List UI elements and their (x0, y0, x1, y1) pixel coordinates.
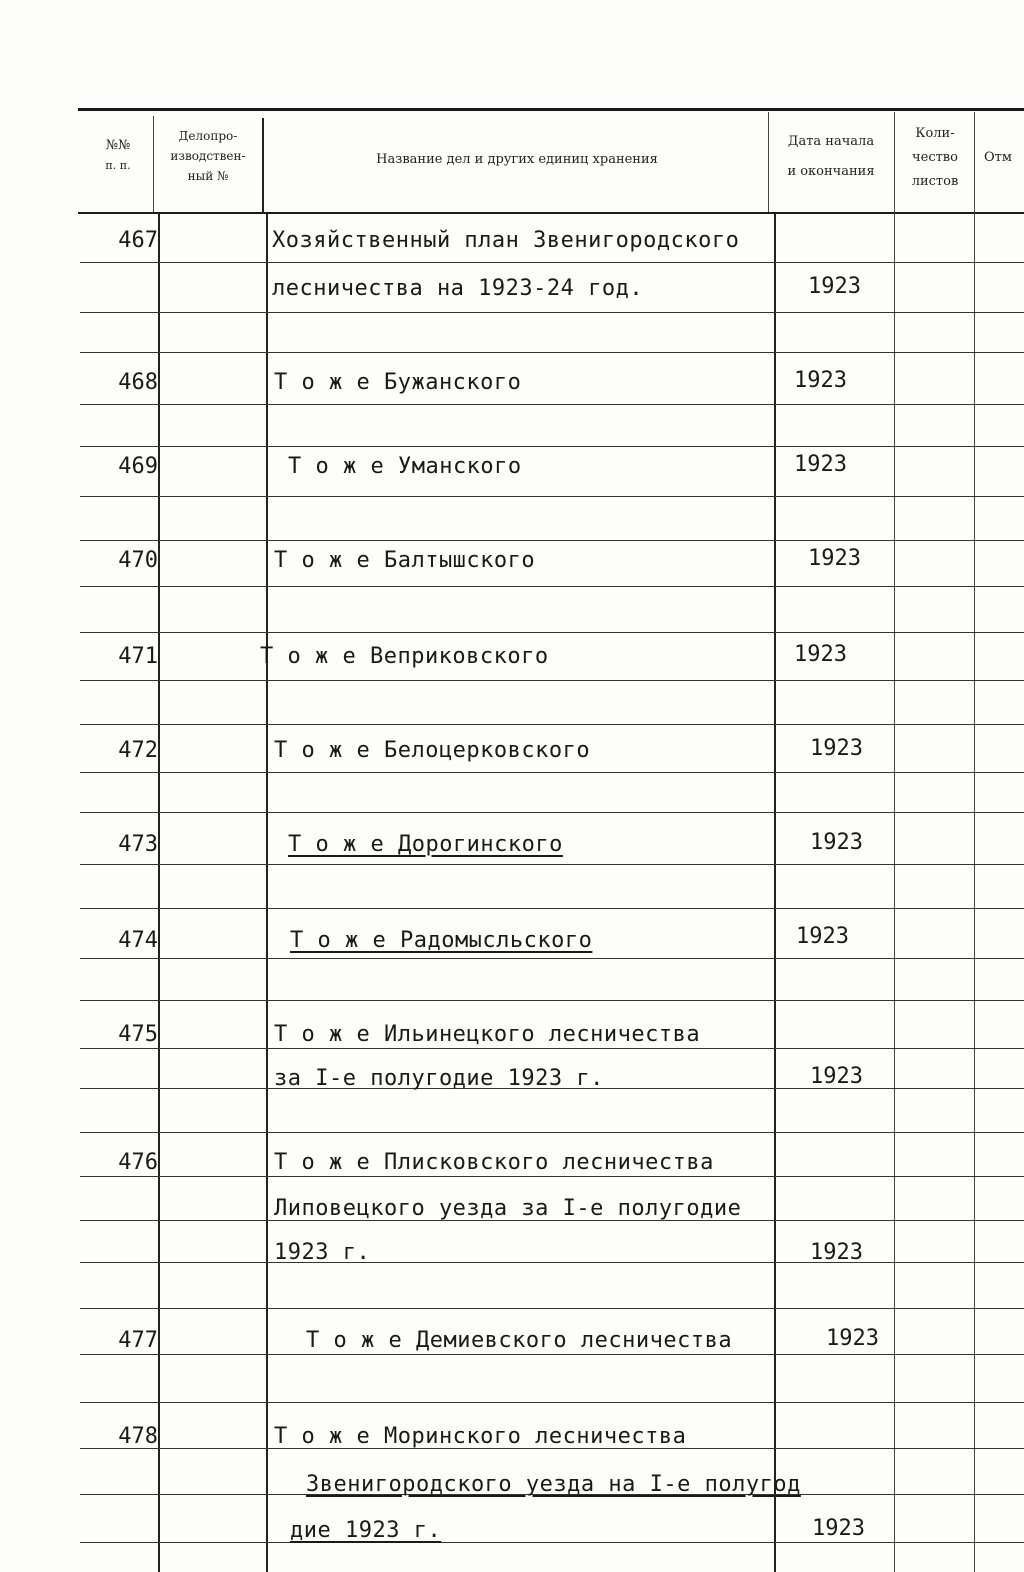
row-date: 1923 (794, 368, 847, 393)
row-title-line: лесничества на 1923-24 год. (272, 276, 644, 301)
row-rule (80, 680, 1024, 681)
row-title-line: Т о ж е Демиевского лесничества (306, 1328, 733, 1353)
vrule (153, 116, 154, 212)
row-title-line: Т о ж е Моринского лесничества (274, 1424, 687, 1449)
row-date: 1923 (808, 274, 861, 299)
row-rule (80, 812, 1024, 813)
row-title-line: дие 1923 г. (290, 1518, 442, 1543)
vrule (262, 118, 264, 214)
row-date: 1923 (810, 1064, 863, 1089)
row-date: 1923 (810, 1240, 863, 1265)
row-number: 476 (118, 1150, 158, 1175)
row-title-line: Т о ж е Радомысльского (290, 928, 593, 953)
row-rule (80, 1402, 1024, 1403)
row-date: 1923 (810, 736, 863, 761)
row-title-line: Т о ж е Дорогинского (288, 832, 563, 857)
vrule (974, 112, 975, 1572)
row-rule (80, 312, 1024, 313)
row-number: 473 (118, 832, 158, 857)
row-rule (80, 586, 1024, 587)
row-number: 468 (118, 370, 158, 395)
row-rule (80, 632, 1024, 633)
row-title-line: Звенигородского уезда на I-е полугод (306, 1472, 801, 1497)
row-title-line: Т о ж е Ильинецкого лесничества (274, 1022, 701, 1047)
row-number: 472 (118, 738, 158, 763)
row-date: 1923 (826, 1326, 879, 1351)
row-number: 470 (118, 548, 158, 573)
row-rule (80, 1000, 1024, 1001)
row-title-line: Хозяйственный план Звенигородского (272, 228, 740, 253)
header-col-office: Делопро- изводствен- ный № (170, 129, 246, 183)
row-title-line: 1923 г. (274, 1240, 371, 1265)
row-title-line: Т о ж е Веприковского (260, 644, 549, 669)
header-top-rule (78, 108, 1024, 111)
row-rule (80, 540, 1024, 541)
row-title-line: Т о ж е Уманского (288, 454, 522, 479)
header-col-sheets: Коли- чество листов (911, 126, 959, 189)
row-number: 477 (118, 1328, 158, 1353)
row-rule (80, 724, 1024, 725)
row-title-line: Липовецкого уезда за I-е полугодие (274, 1196, 742, 1221)
row-number: 475 (118, 1022, 158, 1047)
row-number: 471 (118, 644, 158, 669)
header-col-title: Название дел и других единиц хранения (376, 152, 658, 167)
vrule (768, 112, 769, 212)
row-date: 1923 (794, 452, 847, 477)
row-rule (80, 1262, 1024, 1263)
row-rule (80, 908, 1024, 909)
row-rule (80, 772, 1024, 773)
row-rule (80, 1132, 1024, 1133)
row-date: 1923 (808, 546, 861, 571)
row-rule (80, 958, 1024, 959)
row-rule (80, 1354, 1024, 1355)
header-col-extra: Отм (984, 150, 1012, 165)
row-title-line: Т о ж е Плисковского лесничества (274, 1150, 714, 1175)
row-title-line: Т о ж е Балтышского (274, 548, 536, 573)
header-bottom-rule (78, 212, 1024, 214)
row-number: 469 (118, 454, 158, 479)
header-col-dates: Дата начала и окончания (787, 134, 875, 179)
row-rule (80, 446, 1024, 447)
row-date: 1923 (794, 642, 847, 667)
vrule (266, 214, 268, 1572)
row-title-line: Т о ж е Белоцерковского (274, 738, 591, 763)
row-rule (80, 352, 1024, 353)
row-title-line: за I-е полугодие 1923 г. (274, 1066, 604, 1091)
row-rule (80, 496, 1024, 497)
row-rule (80, 262, 1024, 263)
header-col-num: №№ п. п. (105, 138, 131, 172)
vrule (894, 112, 895, 1572)
vrule (158, 214, 160, 1572)
row-date: 1923 (812, 1516, 865, 1541)
row-number: 474 (118, 928, 158, 953)
row-number: 478 (118, 1424, 158, 1449)
row-date: 1923 (810, 830, 863, 855)
row-number: 467 (118, 228, 158, 253)
row-title-line: Т о ж е Бужанского (274, 370, 522, 395)
row-date: 1923 (796, 924, 849, 949)
row-rule (80, 1308, 1024, 1309)
row-rule (80, 1176, 1024, 1177)
row-rule (80, 404, 1024, 405)
vrule (774, 214, 776, 1572)
row-rule (80, 1048, 1024, 1049)
row-rule (80, 864, 1024, 865)
row-rule (80, 1542, 1024, 1543)
